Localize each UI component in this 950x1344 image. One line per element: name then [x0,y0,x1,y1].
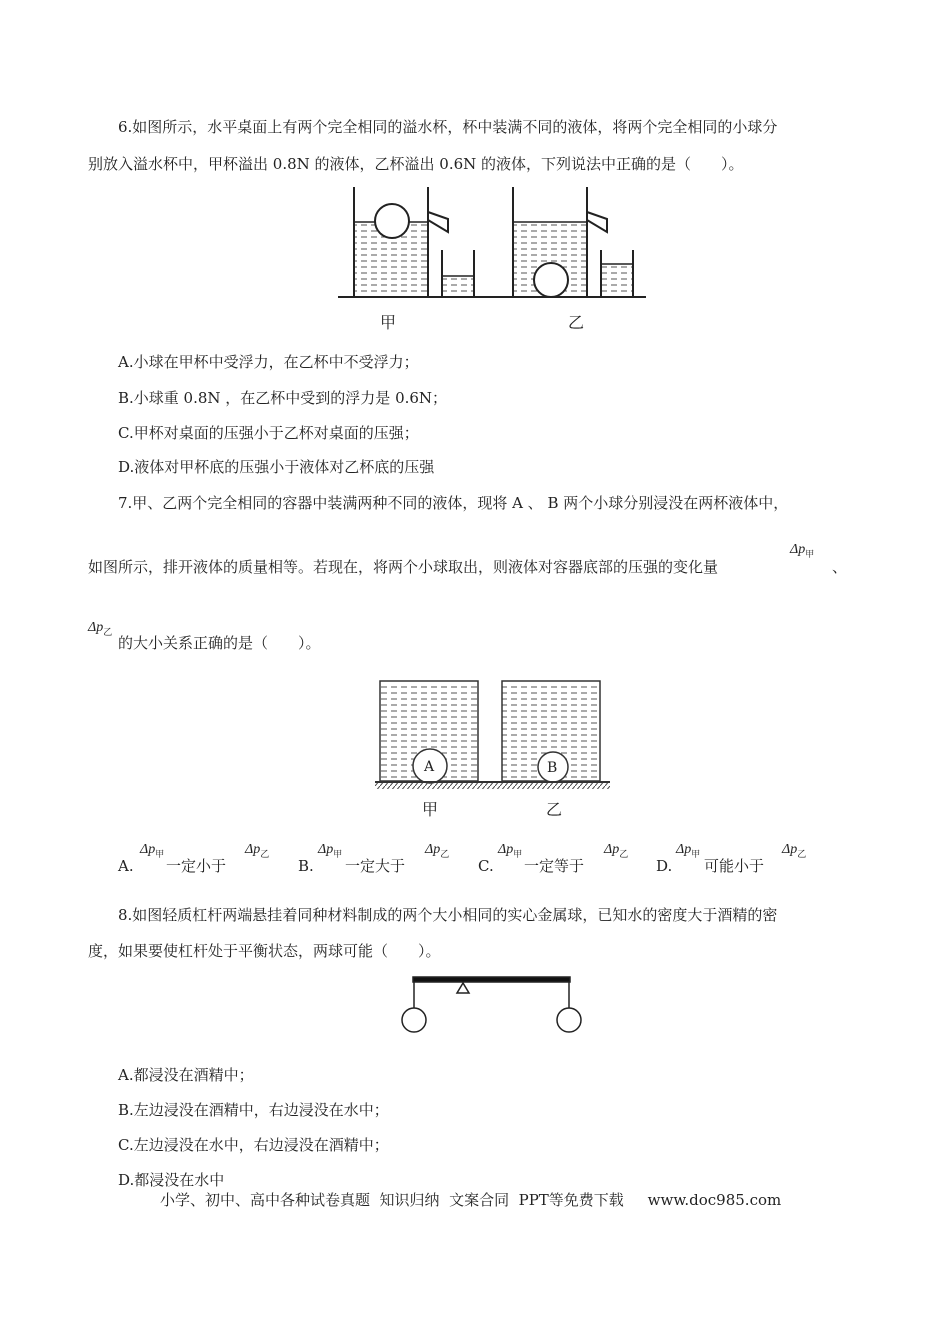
delta-p-yi: $\Delta p_乙$ [245,842,270,859]
delta-p-yi: $\Delta p_乙$ [425,842,450,859]
q6-option-d: D.液体对甲杯底的压强小于液体对乙杯底的压强 [118,458,435,476]
q8-figure [402,977,581,1032]
document-page: 6.如图所示，水平桌面上有两个完全相同的溢水杯，杯中装满不同的液体，将两个完全相同的小球分 别放入溢水杯中，甲杯溢出 0.8N 的液体，乙杯溢出 0.6N 的液体，下列说法中正确的是（ ）。 甲 乙 A.小球在甲杯中受浮力，在乙杯中不受浮力； B.小球重 0.8N ，在乙杯中受到的浮力是 0.6N； C.甲杯对桌面的压强小于乙杯对桌面的压强； D.液体对甲杯底的压强小于液体对乙杯底的压强 7.甲、乙两个完全相同的容器中装满两种不同的液体，现将 A 、 B 两个小球分别浸没在两杯液体中， 如图所示，排开液体的质量相等。若现在，将两个小球取出，则液体对容器底部的压强的变化量 $\Delta p_甲$ 、 $\Delta p_乙$ 的大小关系正确的是（ ）。 A B 甲 乙 A. $\Delta p_甲$ 一定小于 $\Delta p_乙$ B. $\Delta p_甲$ 一定大于 $\Delta p_乙$ C. $\Delta p_甲$ 一定等于 $\Delta p_乙$ D. $\Delta p_甲$ 可能小于 $\Delta p_乙$ 8.如图轻质杠杆两端悬挂着同种材料制成的两个大小相同的实心金属球，已知水的密度大于酒精的密 度，如果要使杠杆处于平衡状态，两球可能（ ）。 A.都浸没在酒精中； B.左边浸没在酒精中，右边浸没在水中； C.左边浸没在水中，右边浸没在酒精中； D.都浸没在水中 小学、初中、高中各种试卷真题 知识归纳 文案合同 PPT等免费下载 www.doc985.com [0,0,950,1344]
q7-figure [375,681,610,789]
delta-p-jia: $\Delta p_甲$ [318,842,343,859]
delta-p-jia: $\Delta p_甲$ [498,842,523,859]
delta-p-jia: $\Delta p_甲$ [790,542,815,559]
q8-option-c: C.左边浸没在水中，右边浸没在酒精中； [118,1136,389,1154]
q8-stem-line1: 8.如图轻质杠杆两端悬挂着同种材料制成的两个大小相同的实心金属球，已知水的密度大于酒精的密 [118,906,778,924]
delta-p-jia: $\Delta p_甲$ [140,842,165,859]
q6-option-a: A.小球在甲杯中受浮力，在乙杯中不受浮力； [118,353,419,371]
q7-label-jia: 甲 [422,800,439,819]
q8-option-b: B.左边浸没在酒精中，右边浸没在水中； [118,1101,389,1119]
q8-option-d: D.都浸没在水中 [118,1171,225,1189]
ball-a-label: A [424,759,435,775]
q6-option-b: B.小球重 0.8N ，在乙杯中受到的浮力是 0.6N； [118,389,448,407]
q7-stem-line2: 如图所示，排开液体的质量相等。若现在，将两个小球取出，则液体对容器底部的压强的变化量 [88,558,719,576]
q6-figure [338,187,646,297]
q8-stem-line2: 度，如果要使杠杆处于平衡状态，两球可能（ ）。 [88,942,441,960]
ball-b-label: B [547,760,558,776]
q6-label-jia: 甲 [380,313,397,332]
delta-p-yi: $\Delta p_乙$ [782,842,807,859]
delta-p-jia: $\Delta p_甲$ [676,842,701,859]
q6-option-c: C.甲杯对桌面的压强小于乙杯对桌面的压强； [118,424,419,442]
q7-stem-line1: 7.甲、乙两个完全相同的容器中装满两种不同的液体，现将 A 、 B 两个小球分别浸没在两杯液体中， [118,494,789,512]
q6-stem-line1: 6.如图所示，水平桌面上有两个完全相同的溢水杯，杯中装满不同的液体，将两个完全相同的小球分 [118,118,778,136]
footer-text: 小学、初中、高中各种试卷真题 知识归纳 文案合同 PPT等免费下载 www.doc985.com [160,1191,782,1209]
q8-option-a: A.都浸没在酒精中； [118,1066,254,1084]
q6-label-yi: 乙 [568,313,585,332]
delta-p-yi: $\Delta p_乙$ [604,842,629,859]
q7-label-yi: 乙 [546,800,563,819]
q6-stem-line2: 别放入溢水杯中，甲杯溢出 0.8N 的液体，乙杯溢出 0.6N 的液体，下列说法中正确的是（ ）。 [88,155,744,173]
delta-p-yi: $\Delta p_乙$ [88,620,113,637]
q7-stem-line3: 的大小关系正确的是（ ）。 [118,634,321,652]
q7-comma: 、 [832,558,848,576]
